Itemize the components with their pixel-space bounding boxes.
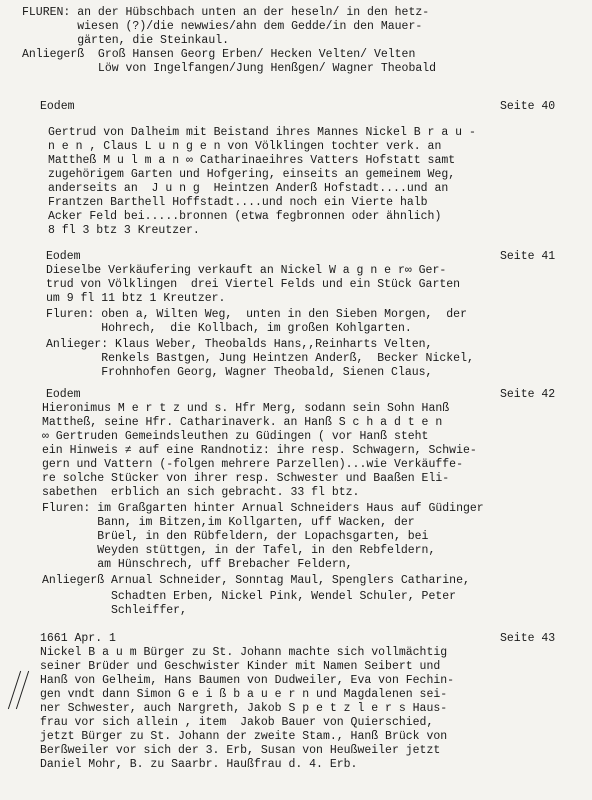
text-line: Schadten Erben, Nickel Pink, Wendel Schuler, Peter	[42, 590, 457, 603]
text-line: Renkels Bastgen, Jung Heintzen Anderß, Becker Nickel,	[46, 352, 474, 365]
text-line: FLUREN: an der Hübschbach unten an der heseln/ in den hetz-	[22, 6, 430, 19]
text-line: gärten, die Steinkaul.	[22, 34, 230, 47]
text-line: seiner Brüder und Geschwister Kinder mit Namen Seibert und	[40, 660, 441, 673]
text-line: Weyden stüttgen, in der Tafel, in den Rebfeldern,	[42, 544, 436, 557]
entry-date: Eodem	[46, 250, 81, 263]
text-line: frau vor sich allein , item Jakob Bauer von Quierschied,	[40, 716, 434, 729]
text-line: ein Hinweis ≠ auf eine Randnotiz: ihre resp. Schwagern, Schwie-	[42, 444, 477, 457]
text-line: wiesen (?)/die newwies/ahn dem Gedde/in den Mauer-	[22, 20, 423, 33]
text-line: Hohrech, die Kollbach, im großen Kohlgarten.	[46, 322, 412, 335]
entry-page-ref: Seite 41	[500, 250, 556, 263]
entry-page-ref: Seite 42	[500, 388, 556, 401]
text-line: Mattheß M u l m a n ∞ Catharinaeihres Vatters Hofstatt samt	[48, 154, 456, 167]
text-line: Brüel, in den Rübfeldern, der Lopachsgarten, bei	[42, 530, 429, 543]
text-line: Hieronimus M e r t z und s. Hfr Merg, sodann sein Sohn Hanß	[42, 402, 450, 415]
text-line: Nickel B a u m Bürger zu St. Johann machte sich vollmächtig	[40, 646, 448, 659]
text-line: Daniel Mohr, B. zu Saarbr. Haußfrau d. 4. Erb.	[40, 758, 358, 771]
text-line: Bann, im Bitzen,im Kollgarten, uff Wacken, der	[42, 516, 415, 529]
text-line: trud von Völklingen drei Viertel Felds und ein Stück Garten	[46, 278, 461, 291]
text-line: ner Schwester, auch Nargreth, Jakob S p e t z l e r s Haus-	[40, 702, 448, 715]
entry-page-ref: Seite 40	[500, 100, 556, 113]
entry-date: 1661 Apr. 1	[40, 632, 116, 645]
text-line: Frantzen Barthell Hoffstadt....und noch ein Vierte halb	[48, 196, 428, 209]
text-line: Anliegerß Groß Hansen Georg Erben/ Hecken Velten/ Velten	[22, 48, 416, 61]
text-line: anderseits an J u n g Heintzen Anderß Hofstadt....und an	[48, 182, 449, 195]
text-line: ∞ Gertruden Gemeindsleuthen zu Güdingen ( vor Hanß steht	[42, 430, 429, 443]
text-line: zugehörigem Garten und Hofgering, einseits an gemeinem Weg,	[48, 168, 456, 181]
margin-mark	[8, 671, 21, 709]
text-line: Anliegerß Arnual Schneider, Sonntag Maul, Spenglers Catharine,	[42, 574, 470, 587]
text-line: n e n , Claus L u n g e n von Völklingen tochter verk. an	[48, 140, 442, 153]
text-line: Fluren: im Graßgarten hinter Arnual Schneiders Haus auf Güdinger	[42, 502, 484, 515]
entry-date: Eodem	[46, 388, 81, 401]
text-line: Gertrud von Dalheim mit Beistand ihres Mannes Nickel B r a u -	[48, 126, 476, 139]
text-line: gern und Vattern (-folgen mehrere Parzellen)...wie Verkäuffe-	[42, 458, 463, 471]
text-line: Löw von Ingelfangen/Jung Henßgen/ Wagner Theobald	[22, 62, 437, 75]
text-line: Berßweiler vor sich der 3. Erb, Susan von Heußweiler jetzt	[40, 744, 441, 757]
text-line: Hanß von Gelheim, Hans Baumen von Dudweiler, Eva von Fechin-	[40, 674, 455, 687]
entry-date: Eodem	[40, 100, 75, 113]
text-line: um 9 fl 11 btz 1 Kreutzer.	[46, 292, 226, 305]
text-line: Dieselbe Verkäufering verkauft an Nickel W a g n e r∞ Ger-	[46, 264, 447, 277]
text-line: Anlieger: Klaus Weber, Theobalds Hans,,Reinharts Velten,	[46, 338, 433, 351]
text-line: sabethen erblich an sich gebracht. 33 fl btz.	[42, 486, 360, 499]
text-line: gen vndt dann Simon G e i ß b a u e r n und Magdalenen sei-	[40, 688, 448, 701]
text-line: Acker Feld bei.....bronnen (etwa fegbronnen oder ähnlich)	[48, 210, 442, 223]
text-line: Frohnhofen Georg, Wagner Theobald, Sienen Claus,	[46, 366, 433, 379]
text-line: am Hünschrech, uff Brebacher Feldern,	[42, 558, 353, 571]
entry-page-ref: Seite 43	[500, 632, 556, 645]
text-line: re solche Stücker von ihrer resp. Schwester und Baaßen Eli-	[42, 472, 450, 485]
text-line: 8 fl 3 btz 3 Kreutzer.	[48, 224, 200, 237]
text-line: Mattheß, seine Hfr. Catharinaverk. an Hanß S c h a d t e n	[42, 416, 443, 429]
text-line: Fluren: oben a, Wilten Weg, unten in den Sieben Morgen, der	[46, 308, 467, 321]
text-line: jetzt Bürger zu St. Johann der zweite Stam., Hanß Brück von	[40, 730, 448, 743]
text-line: Schleiffer,	[42, 604, 187, 617]
